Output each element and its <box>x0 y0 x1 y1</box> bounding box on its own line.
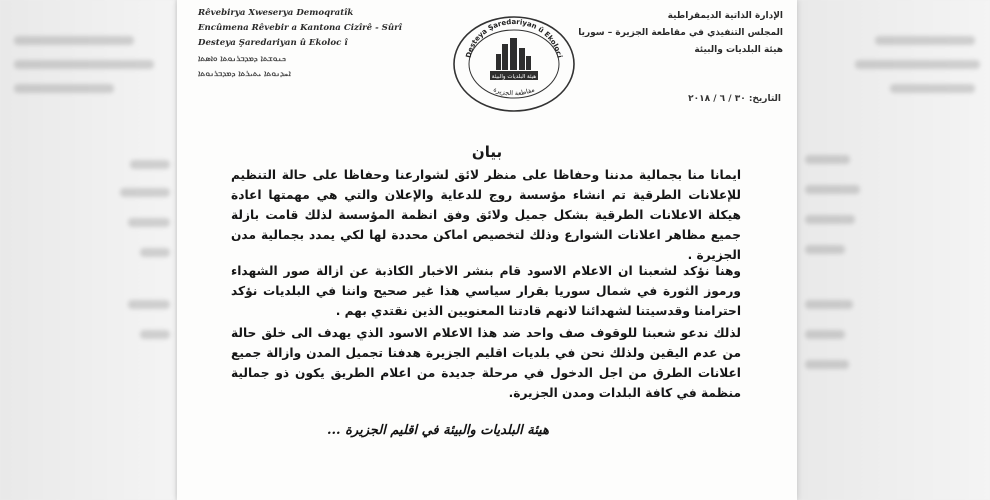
blurred-background-left <box>0 0 175 500</box>
paragraph: لذلك ندعو شعبنا للوقوف صف واحد ضد هذا الاعلام الاسود الذي يهدف الى خلق حالة من عدم اليقين ولذلك نحن في بلديات اقليم الجزيرة هدفنا تجميل المدن وازالة جميع اعلانات الطرق من اجل الدخول في مرحلة جديدة من اعلام الطريق يكون ذو جمالية منظمة في كافة البلدات ومدن الجزيرة. <box>231 326 741 400</box>
letterhead-left <box>198 6 438 81</box>
document-date: التاريخ: ٣٠ / ٦ / ٢٠١٨ <box>688 94 781 104</box>
blurred-background-right <box>795 0 990 500</box>
document-page <box>177 0 797 500</box>
svg-text:مقاطعة الجزيرة: مقاطعة الجزيرة <box>492 85 536 98</box>
letterhead-right <box>578 8 783 59</box>
letterhead-left-line: Encûmena Rêvebir a Kantona Cizîrê - Sûrî <box>198 23 402 33</box>
letterhead-right-line: المجلس التنفيذي في مقاطعة الجزيرة – سوريا <box>578 28 783 38</box>
document-title: بيان <box>471 143 503 161</box>
svg-text:هيئة البلديات والبيئة: هيئة البلديات والبيئة <box>491 74 537 80</box>
letterhead-right-line: الإدارة الذاتية الديمقراطية <box>667 11 783 21</box>
letterhead-left-line: Desteya Şaredariyan û Ekoloc î <box>198 38 348 48</box>
signature-line: هيئة البلديات والبيئة في اقليم الجزيرة ... <box>327 423 549 438</box>
paragraph: وهنا نؤكد لشعبنا ان الاعلام الاسود قام بنشر الاخبار الكاذبة عن ازالة صور الشهداء ورموز الثورة في شمال سوريا بقرار سياسي هذا غير صحيح واننا في البلديات نؤكد احترامنا وقدسيتنا لشهدائنا لانهم قادتنا المعنويين الذين نقتدي بهم . <box>231 264 741 318</box>
letterhead-left-script: ܟܢܘܫܬܐ ܕܡܕܒܪܢܘܬܐ ܘܐܣܬܐ <box>198 53 286 63</box>
letterhead-left-script: ܐܚܕܢܘܬܐ ܝܬܝܪܬܐ ܕܡܕܒܪܢܘܬܐ <box>198 68 291 78</box>
letterhead-right-line: هيئة البلديات والبيئة <box>694 45 783 55</box>
letterhead-left-line: Rêvebirya Xweserya Demoqratîk <box>198 8 354 18</box>
svg-text:Desteya Şaredariyan û Ekoloci: Desteya Şaredariyan û Ekoloci <box>464 17 564 59</box>
paragraph: ايمانا منا بجمالية مدننا وحفاظا على منظر لائق لشوارعنا وحفاظا على حالة التنظيم للإعلانات الطرقية تم انشاء مؤسسة روج للدعاية والإعلان والتي هي مهمتها اعادة هيكلة الاعلانات الطرقية بشكل جميل ولائق وفق انظمة المؤسسة لذلك قامت بازلة جميع مظاهر اعلانات الشوارع وذلك لتخصيص اماكن محددة لها لكي يمدد بجمالية مدن الجزيرة . <box>231 168 741 262</box>
organization-seal-icon <box>448 12 580 112</box>
